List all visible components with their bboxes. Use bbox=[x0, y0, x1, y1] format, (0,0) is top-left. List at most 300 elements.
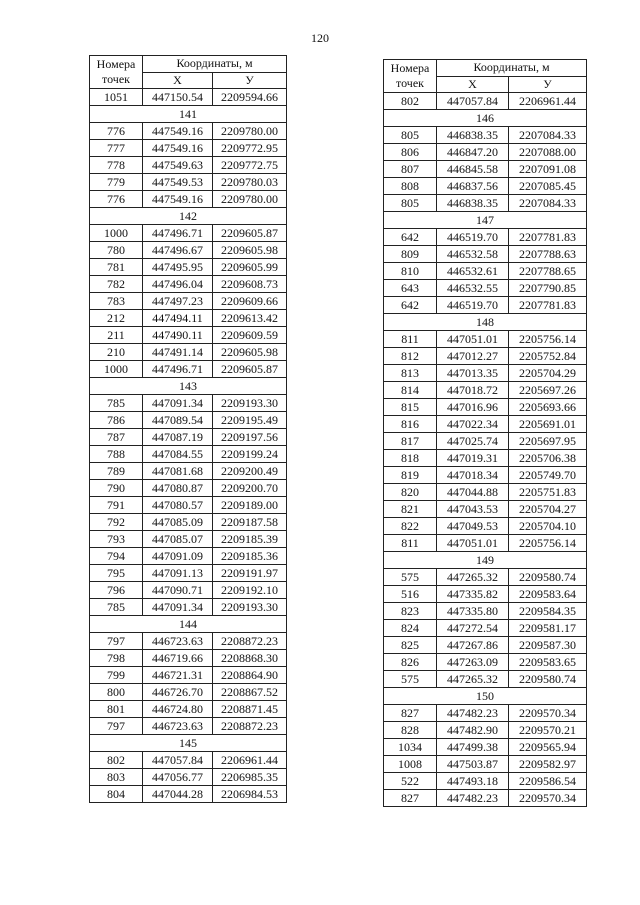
x-coordinate-cell: 446721.31 bbox=[143, 667, 213, 684]
y-coordinate-cell: 2209780.03 bbox=[213, 174, 287, 191]
point-number-cell: 642 bbox=[384, 229, 437, 246]
table-row bbox=[90, 361, 287, 378]
table-row bbox=[384, 433, 587, 450]
x-coordinate-cell: 447150.54 bbox=[143, 89, 213, 106]
y-coordinate-cell: 2209193.30 bbox=[213, 395, 287, 412]
table-row bbox=[90, 565, 287, 582]
y-coordinate-cell: 2209594.66 bbox=[213, 89, 287, 106]
y-coordinate-cell: 2205691.01 bbox=[509, 416, 587, 433]
x-coordinate-cell: 447012.27 bbox=[437, 348, 509, 365]
table-row bbox=[90, 191, 287, 208]
y-coordinate-cell: 2208871.45 bbox=[213, 701, 287, 718]
y-coordinate-cell: 2206984.53 bbox=[213, 786, 287, 803]
x-coordinate-cell: 447482.23 bbox=[437, 790, 509, 807]
x-coordinate-cell: 447044.88 bbox=[437, 484, 509, 501]
point-number-cell: 778 bbox=[90, 157, 143, 174]
x-coordinate-cell: 447022.34 bbox=[437, 416, 509, 433]
x-coordinate-cell: 447049.53 bbox=[437, 518, 509, 535]
group-row bbox=[384, 314, 587, 331]
y-coordinate-cell: 2209605.98 bbox=[213, 344, 287, 361]
y-coordinate-cell: 2205697.26 bbox=[509, 382, 587, 399]
coordinates-table-right bbox=[383, 59, 587, 807]
header-row bbox=[90, 56, 287, 73]
point-number-cell: 1051 bbox=[90, 89, 143, 106]
y-coordinate-cell: 2205704.27 bbox=[509, 501, 587, 518]
point-number-cell: 785 bbox=[90, 395, 143, 412]
y-column-header: У bbox=[509, 76, 587, 93]
point-number-cell: 822 bbox=[384, 518, 437, 535]
y-coordinate-cell: 2209586.54 bbox=[509, 773, 587, 790]
table-row bbox=[384, 739, 587, 756]
points-label-line2: точек bbox=[102, 72, 130, 86]
x-coordinate-cell: 447044.28 bbox=[143, 786, 213, 803]
x-coordinate-cell: 446519.70 bbox=[437, 229, 509, 246]
point-number-cell: 792 bbox=[90, 514, 143, 531]
table-row bbox=[384, 484, 587, 501]
y-coordinate-cell: 2209605.98 bbox=[213, 242, 287, 259]
table-row bbox=[90, 786, 287, 803]
group-number: 143 bbox=[90, 378, 287, 395]
point-number-cell: 575 bbox=[384, 671, 437, 688]
y-coordinate-cell: 2209609.59 bbox=[213, 327, 287, 344]
table-row bbox=[384, 229, 587, 246]
table-row bbox=[90, 480, 287, 497]
table-row bbox=[384, 518, 587, 535]
point-number-cell: 788 bbox=[90, 446, 143, 463]
x-coordinate-cell: 447089.54 bbox=[143, 412, 213, 429]
x-coordinate-cell: 447090.71 bbox=[143, 582, 213, 599]
y-coordinate-cell: 2207781.83 bbox=[509, 297, 587, 314]
x-coordinate-cell: 447051.01 bbox=[437, 331, 509, 348]
x-coordinate-cell: 447496.67 bbox=[143, 242, 213, 259]
y-coordinate-cell: 2209565.94 bbox=[509, 739, 587, 756]
point-number-cell: 790 bbox=[90, 480, 143, 497]
table-row bbox=[90, 514, 287, 531]
point-number-cell: 818 bbox=[384, 450, 437, 467]
x-coordinate-cell: 447549.53 bbox=[143, 174, 213, 191]
y-coordinate-cell: 2206961.44 bbox=[213, 752, 287, 769]
y-coordinate-cell: 2209780.00 bbox=[213, 123, 287, 140]
point-number-cell: 795 bbox=[90, 565, 143, 582]
x-coordinate-cell: 446724.80 bbox=[143, 701, 213, 718]
x-coordinate-cell: 447267.86 bbox=[437, 637, 509, 654]
x-coordinate-cell: 447482.23 bbox=[437, 705, 509, 722]
point-number-cell: 793 bbox=[90, 531, 143, 548]
x-column-header: X bbox=[437, 76, 509, 93]
x-coordinate-cell: 446719.66 bbox=[143, 650, 213, 667]
point-number-cell: 805 bbox=[384, 127, 437, 144]
points-label-line1: Номера bbox=[96, 57, 136, 71]
y-coordinate-cell: 2209199.24 bbox=[213, 446, 287, 463]
table-row bbox=[384, 93, 587, 110]
point-number-cell: 791 bbox=[90, 497, 143, 514]
table-row bbox=[384, 569, 587, 586]
x-coordinate-cell: 447091.09 bbox=[143, 548, 213, 565]
table-row bbox=[90, 718, 287, 735]
x-coordinate-cell: 447057.84 bbox=[143, 752, 213, 769]
table-row bbox=[384, 654, 587, 671]
y-coordinate-cell: 2209193.30 bbox=[213, 599, 287, 616]
x-coordinate-cell: 447549.16 bbox=[143, 123, 213, 140]
point-number-cell: 776 bbox=[90, 123, 143, 140]
y-coordinate-cell: 2209200.70 bbox=[213, 480, 287, 497]
table-row bbox=[90, 242, 287, 259]
y-coordinate-cell: 2209185.39 bbox=[213, 531, 287, 548]
table-row bbox=[90, 667, 287, 684]
x-coordinate-cell: 447494.11 bbox=[143, 310, 213, 327]
table-row bbox=[90, 259, 287, 276]
table-row bbox=[90, 225, 287, 242]
y-coordinate-cell: 2207788.65 bbox=[509, 263, 587, 280]
table-row bbox=[90, 140, 287, 157]
point-number-cell: 825 bbox=[384, 637, 437, 654]
x-coordinate-cell: 447080.57 bbox=[143, 497, 213, 514]
group-number: 148 bbox=[384, 314, 587, 331]
y-coordinate-cell: 2209570.34 bbox=[509, 790, 587, 807]
point-number-cell: 211 bbox=[90, 327, 143, 344]
coordinates-header: Координаты, м bbox=[143, 56, 287, 73]
x-coordinate-cell: 447019.31 bbox=[437, 450, 509, 467]
group-row bbox=[90, 616, 287, 633]
point-number-cell: 798 bbox=[90, 650, 143, 667]
y-coordinate-cell: 2209587.30 bbox=[509, 637, 587, 654]
x-coordinate-cell: 447091.34 bbox=[143, 599, 213, 616]
y-coordinate-cell: 2209608.73 bbox=[213, 276, 287, 293]
y-coordinate-cell: 2209605.99 bbox=[213, 259, 287, 276]
point-number-cell: 781 bbox=[90, 259, 143, 276]
table-row bbox=[384, 790, 587, 807]
group-number: 141 bbox=[90, 106, 287, 123]
point-number-cell: 801 bbox=[90, 701, 143, 718]
table-row bbox=[90, 123, 287, 140]
y-coordinate-cell: 2205752.84 bbox=[509, 348, 587, 365]
point-number-cell: 522 bbox=[384, 773, 437, 790]
x-coordinate-cell: 447549.63 bbox=[143, 157, 213, 174]
x-coordinate-cell: 447549.16 bbox=[143, 140, 213, 157]
table-row bbox=[90, 497, 287, 514]
point-number-cell: 807 bbox=[384, 161, 437, 178]
group-row bbox=[90, 735, 287, 752]
table-row bbox=[90, 395, 287, 412]
x-coordinate-cell: 447018.72 bbox=[437, 382, 509, 399]
table-row bbox=[90, 412, 287, 429]
table-row bbox=[90, 310, 287, 327]
table-row bbox=[90, 327, 287, 344]
x-coordinate-cell: 446845.58 bbox=[437, 161, 509, 178]
point-number-cell: 783 bbox=[90, 293, 143, 310]
group-number: 145 bbox=[90, 735, 287, 752]
point-number-cell: 780 bbox=[90, 242, 143, 259]
table-row bbox=[384, 416, 587, 433]
y-coordinate-cell: 2205756.14 bbox=[509, 535, 587, 552]
x-coordinate-cell: 446723.63 bbox=[143, 633, 213, 650]
y-coordinate-cell: 2205751.83 bbox=[509, 484, 587, 501]
point-number-cell: 819 bbox=[384, 467, 437, 484]
point-number-cell: 802 bbox=[90, 752, 143, 769]
table-row bbox=[384, 331, 587, 348]
y-coordinate-cell: 2209609.66 bbox=[213, 293, 287, 310]
table-row bbox=[384, 365, 587, 382]
y-coordinate-cell: 2205704.10 bbox=[509, 518, 587, 535]
point-number-cell: 1034 bbox=[384, 739, 437, 756]
x-coordinate-cell: 447084.55 bbox=[143, 446, 213, 463]
table-row bbox=[384, 722, 587, 739]
table-row bbox=[384, 195, 587, 212]
y-coordinate-cell: 2209780.00 bbox=[213, 191, 287, 208]
table-row bbox=[384, 450, 587, 467]
group-number: 150 bbox=[384, 688, 587, 705]
x-coordinate-cell: 447490.11 bbox=[143, 327, 213, 344]
x-coordinate-cell: 447043.53 bbox=[437, 501, 509, 518]
y-coordinate-cell: 2205704.29 bbox=[509, 365, 587, 382]
table-row bbox=[384, 348, 587, 365]
table-row bbox=[384, 501, 587, 518]
y-coordinate-cell: 2208864.90 bbox=[213, 667, 287, 684]
y-coordinate-cell: 2205756.14 bbox=[509, 331, 587, 348]
x-coordinate-cell: 446837.56 bbox=[437, 178, 509, 195]
x-coordinate-cell: 447265.32 bbox=[437, 569, 509, 586]
y-coordinate-cell: 2207091.08 bbox=[509, 161, 587, 178]
x-coordinate-cell: 446723.63 bbox=[143, 718, 213, 735]
y-coordinate-cell: 2207790.85 bbox=[509, 280, 587, 297]
table-row bbox=[384, 127, 587, 144]
y-coordinate-cell: 2209581.17 bbox=[509, 620, 587, 637]
x-coordinate-cell: 447499.38 bbox=[437, 739, 509, 756]
x-coordinate-cell: 447013.35 bbox=[437, 365, 509, 382]
x-coordinate-cell: 446847.20 bbox=[437, 144, 509, 161]
y-coordinate-cell: 2209185.36 bbox=[213, 548, 287, 565]
points-column-header bbox=[384, 60, 437, 93]
table-row bbox=[384, 178, 587, 195]
y-coordinate-cell: 2209580.74 bbox=[509, 569, 587, 586]
y-coordinate-cell: 2209584.35 bbox=[509, 603, 587, 620]
point-number-cell: 1000 bbox=[90, 361, 143, 378]
table-row bbox=[384, 263, 587, 280]
table-row bbox=[90, 531, 287, 548]
y-coordinate-cell: 2205697.95 bbox=[509, 433, 587, 450]
table-row bbox=[90, 650, 287, 667]
x-coordinate-cell: 447335.82 bbox=[437, 586, 509, 603]
point-number-cell: 785 bbox=[90, 599, 143, 616]
y-coordinate-cell: 2205749.70 bbox=[509, 467, 587, 484]
y-coordinate-cell: 2205693.66 bbox=[509, 399, 587, 416]
group-row bbox=[384, 212, 587, 229]
point-number-cell: 782 bbox=[90, 276, 143, 293]
header-row bbox=[384, 60, 587, 77]
y-coordinate-cell: 2209570.34 bbox=[509, 705, 587, 722]
point-number-cell: 804 bbox=[90, 786, 143, 803]
group-number: 142 bbox=[90, 208, 287, 225]
page-number: 120 bbox=[311, 31, 329, 45]
x-coordinate-cell: 447056.77 bbox=[143, 769, 213, 786]
table-row bbox=[384, 535, 587, 552]
point-number-cell: 816 bbox=[384, 416, 437, 433]
points-column-header bbox=[90, 56, 143, 89]
y-coordinate-cell: 2209195.49 bbox=[213, 412, 287, 429]
x-coordinate-cell: 447081.68 bbox=[143, 463, 213, 480]
table-row bbox=[384, 297, 587, 314]
y-coordinate-cell: 2207088.00 bbox=[509, 144, 587, 161]
x-coordinate-cell: 447025.74 bbox=[437, 433, 509, 450]
table-row bbox=[90, 446, 287, 463]
y-coordinate-cell: 2209583.65 bbox=[509, 654, 587, 671]
table-row bbox=[90, 752, 287, 769]
point-number-cell: 808 bbox=[384, 178, 437, 195]
y-coordinate-cell: 2207084.33 bbox=[509, 195, 587, 212]
table-row bbox=[384, 773, 587, 790]
point-number-cell: 516 bbox=[384, 586, 437, 603]
point-number-cell: 776 bbox=[90, 191, 143, 208]
point-number-cell: 827 bbox=[384, 705, 437, 722]
group-row bbox=[384, 110, 587, 127]
table-row bbox=[90, 276, 287, 293]
table-row bbox=[90, 633, 287, 650]
y-coordinate-cell: 2205706.38 bbox=[509, 450, 587, 467]
point-number-cell: 800 bbox=[90, 684, 143, 701]
point-number-cell: 811 bbox=[384, 535, 437, 552]
point-number-cell: 779 bbox=[90, 174, 143, 191]
group-number: 144 bbox=[90, 616, 287, 633]
group-row bbox=[384, 688, 587, 705]
x-coordinate-cell: 447051.01 bbox=[437, 535, 509, 552]
x-coordinate-cell: 446532.55 bbox=[437, 280, 509, 297]
x-coordinate-cell: 447549.16 bbox=[143, 191, 213, 208]
y-coordinate-cell: 2209570.21 bbox=[509, 722, 587, 739]
table-row bbox=[90, 599, 287, 616]
point-number-cell: 777 bbox=[90, 140, 143, 157]
y-coordinate-cell: 2209583.64 bbox=[509, 586, 587, 603]
point-number-cell: 823 bbox=[384, 603, 437, 620]
group-row bbox=[90, 208, 287, 225]
y-coordinate-cell: 2209187.58 bbox=[213, 514, 287, 531]
group-number: 146 bbox=[384, 110, 587, 127]
table-row bbox=[384, 144, 587, 161]
y-coordinate-cell: 2209605.87 bbox=[213, 225, 287, 242]
table-row bbox=[384, 586, 587, 603]
x-coordinate-cell: 447495.95 bbox=[143, 259, 213, 276]
coordinates-table-left bbox=[89, 55, 287, 803]
point-number-cell: 802 bbox=[384, 93, 437, 110]
point-number-cell: 811 bbox=[384, 331, 437, 348]
x-coordinate-cell: 446532.58 bbox=[437, 246, 509, 263]
point-number-cell: 787 bbox=[90, 429, 143, 446]
table-row bbox=[384, 161, 587, 178]
x-coordinate-cell: 447496.04 bbox=[143, 276, 213, 293]
table-row bbox=[90, 463, 287, 480]
point-number-cell: 212 bbox=[90, 310, 143, 327]
y-coordinate-cell: 2209582.97 bbox=[509, 756, 587, 773]
y-coordinate-cell: 2209191.97 bbox=[213, 565, 287, 582]
point-number-cell: 817 bbox=[384, 433, 437, 450]
y-coordinate-cell: 2207781.83 bbox=[509, 229, 587, 246]
table-row bbox=[90, 582, 287, 599]
y-coordinate-cell: 2209605.87 bbox=[213, 361, 287, 378]
x-coordinate-cell: 446726.70 bbox=[143, 684, 213, 701]
group-row bbox=[384, 552, 587, 569]
point-number-cell: 826 bbox=[384, 654, 437, 671]
y-coordinate-cell: 2207084.33 bbox=[509, 127, 587, 144]
x-coordinate-cell: 447085.07 bbox=[143, 531, 213, 548]
point-number-cell: 824 bbox=[384, 620, 437, 637]
table-row bbox=[90, 548, 287, 565]
point-number-cell: 575 bbox=[384, 569, 437, 586]
table-row bbox=[384, 399, 587, 416]
point-number-cell: 794 bbox=[90, 548, 143, 565]
point-number-cell: 803 bbox=[90, 769, 143, 786]
table-row bbox=[384, 382, 587, 399]
x-coordinate-cell: 447493.18 bbox=[437, 773, 509, 790]
point-number-cell: 797 bbox=[90, 633, 143, 650]
points-label-line1: Номера bbox=[390, 61, 430, 75]
y-coordinate-cell: 2209772.75 bbox=[213, 157, 287, 174]
y-coordinate-cell: 2209772.95 bbox=[213, 140, 287, 157]
point-number-cell: 799 bbox=[90, 667, 143, 684]
x-coordinate-cell: 447080.87 bbox=[143, 480, 213, 497]
table-row bbox=[90, 684, 287, 701]
table-row bbox=[384, 246, 587, 263]
point-number-cell: 812 bbox=[384, 348, 437, 365]
point-number-cell: 210 bbox=[90, 344, 143, 361]
table-row bbox=[384, 280, 587, 297]
x-coordinate-cell: 447016.96 bbox=[437, 399, 509, 416]
x-coordinate-cell: 447085.09 bbox=[143, 514, 213, 531]
table-row bbox=[384, 705, 587, 722]
y-coordinate-cell: 2209200.49 bbox=[213, 463, 287, 480]
group-number: 147 bbox=[384, 212, 587, 229]
y-coordinate-cell: 2208868.30 bbox=[213, 650, 287, 667]
x-coordinate-cell: 447091.34 bbox=[143, 395, 213, 412]
x-coordinate-cell: 447496.71 bbox=[143, 225, 213, 242]
y-coordinate-cell: 2208872.23 bbox=[213, 633, 287, 650]
x-coordinate-cell: 447491.14 bbox=[143, 344, 213, 361]
point-number-cell: 809 bbox=[384, 246, 437, 263]
x-coordinate-cell: 447263.09 bbox=[437, 654, 509, 671]
group-row bbox=[90, 106, 287, 123]
x-coordinate-cell: 447335.80 bbox=[437, 603, 509, 620]
x-coordinate-cell: 447018.34 bbox=[437, 467, 509, 484]
point-number-cell: 805 bbox=[384, 195, 437, 212]
table-row bbox=[384, 620, 587, 637]
point-number-cell: 796 bbox=[90, 582, 143, 599]
table-row bbox=[90, 157, 287, 174]
y-coordinate-cell: 2209189.00 bbox=[213, 497, 287, 514]
point-number-cell: 1008 bbox=[384, 756, 437, 773]
coordinates-header: Координаты, м bbox=[437, 60, 587, 77]
y-coordinate-cell: 2207085.45 bbox=[509, 178, 587, 195]
point-number-cell: 810 bbox=[384, 263, 437, 280]
point-number-cell: 813 bbox=[384, 365, 437, 382]
table-row bbox=[90, 769, 287, 786]
table-row bbox=[90, 344, 287, 361]
table-row bbox=[384, 603, 587, 620]
y-coordinate-cell: 2209192.10 bbox=[213, 582, 287, 599]
point-number-cell: 1000 bbox=[90, 225, 143, 242]
y-coordinate-cell: 2208872.23 bbox=[213, 718, 287, 735]
y-coordinate-cell: 2209580.74 bbox=[509, 671, 587, 688]
x-coordinate-cell: 446519.70 bbox=[437, 297, 509, 314]
table-row bbox=[90, 89, 287, 106]
y-coordinate-cell: 2207788.63 bbox=[509, 246, 587, 263]
point-number-cell: 828 bbox=[384, 722, 437, 739]
table-row bbox=[90, 429, 287, 446]
point-number-cell: 815 bbox=[384, 399, 437, 416]
x-coordinate-cell: 447482.90 bbox=[437, 722, 509, 739]
point-number-cell: 797 bbox=[90, 718, 143, 735]
table-row bbox=[90, 293, 287, 310]
x-coordinate-cell: 447496.71 bbox=[143, 361, 213, 378]
x-coordinate-cell: 446838.35 bbox=[437, 195, 509, 212]
x-coordinate-cell: 447497.23 bbox=[143, 293, 213, 310]
